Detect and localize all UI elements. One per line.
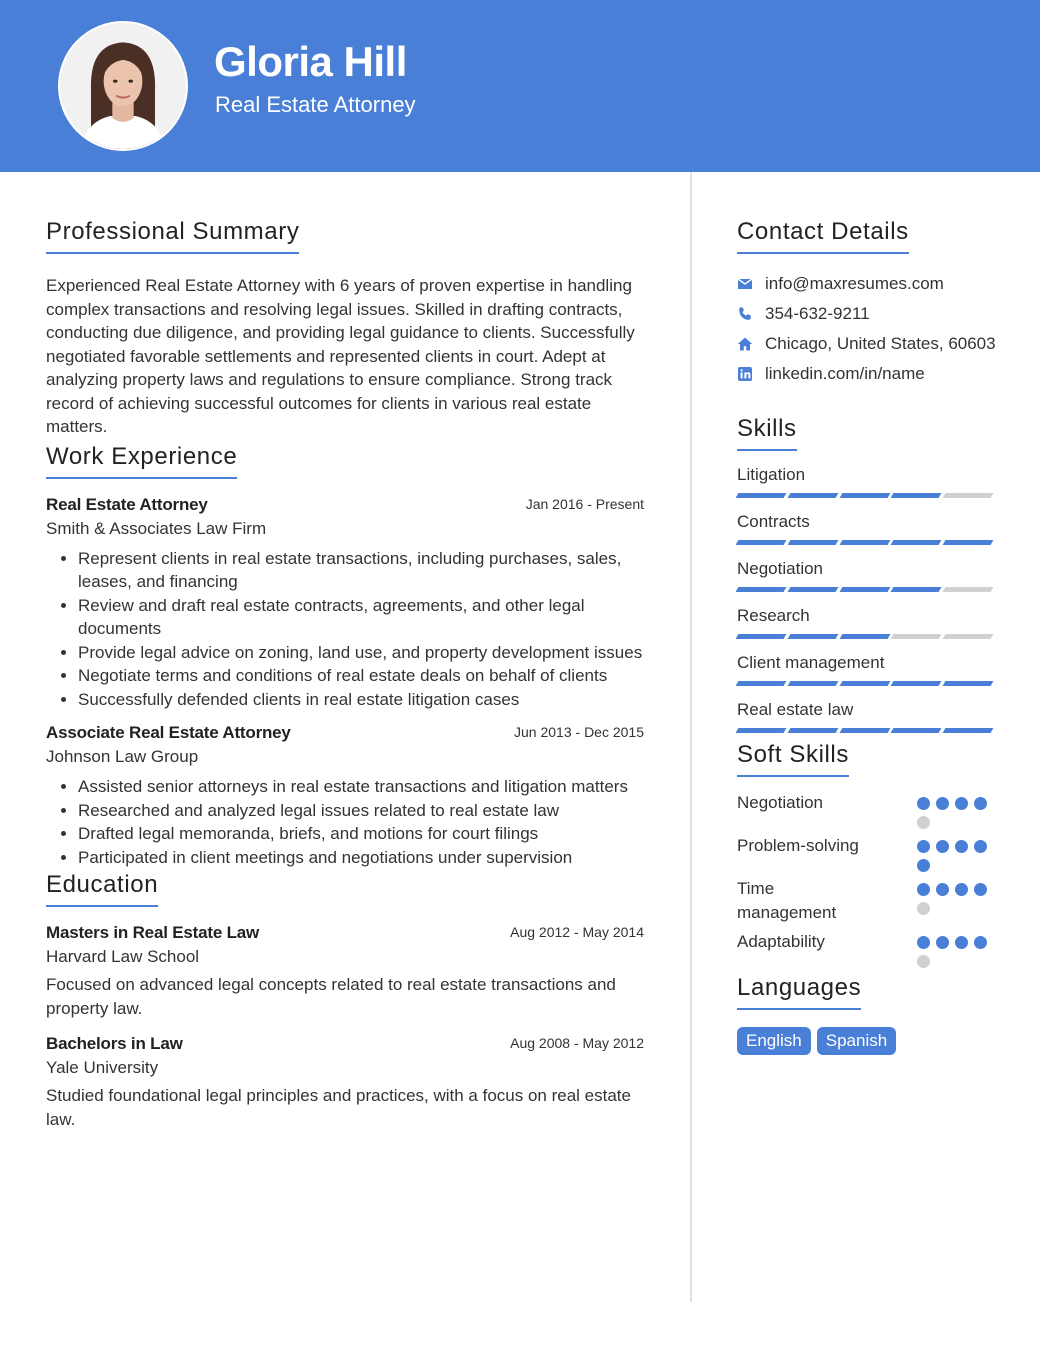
degree-title: Masters in Real Estate Law (46, 923, 260, 942)
soft-skill-dot (974, 936, 987, 949)
degree-title: Bachelors in Law (46, 1034, 183, 1053)
contact-phone[interactable] (737, 302, 997, 325)
phone-text: 354-632-9211 (765, 304, 870, 323)
soft-skill-dot (917, 902, 930, 915)
skill-level-segment (891, 634, 942, 639)
skill-level-segment (736, 493, 787, 498)
skill-level-segment (891, 493, 942, 498)
education-description: Studied foundational legal principles and practices, with a focus on real estate law. (46, 1086, 631, 1129)
candidate-role: Real Estate Attorney (215, 92, 416, 117)
language-badge: Spanish (817, 1027, 896, 1055)
skill-level-bar (737, 493, 992, 498)
soft-skills-heading: Soft Skills (737, 741, 849, 777)
job-bullet: • Assisted senior attorneys in real estate transactions and litigation matters (78, 775, 646, 799)
job-bullet: • Participated in client meetings and negotiations under supervision (78, 846, 646, 870)
job-date: Jun 2013 - Dec 2015 (514, 724, 644, 740)
job-entry (46, 723, 646, 869)
contact-heading: Contact Details (737, 218, 909, 254)
contact-email[interactable] (737, 272, 997, 295)
skills-heading: Skills (737, 415, 797, 451)
phone-icon (737, 302, 765, 325)
skill-level-segment (787, 587, 838, 592)
skill-level-segment (943, 728, 994, 733)
soft-skill-dot (955, 840, 968, 853)
skill-level-segment (943, 540, 994, 545)
skill-level-segment (787, 634, 838, 639)
skill-name: Negotiation (737, 559, 824, 578)
skill-level-segment (943, 681, 994, 686)
soft-skill-name: Adaptability (737, 932, 825, 951)
soft-skill-dot (917, 840, 930, 853)
education-date: Aug 2012 - May 2014 (510, 924, 644, 940)
job-title: Associate Real Estate Attorney (46, 723, 291, 742)
location-text: Chicago, United States, 60603 (765, 334, 996, 353)
soft-skill-dot (974, 883, 987, 896)
skill-level-bar (737, 634, 992, 639)
envelope-icon (737, 272, 765, 295)
soft-skill-dot (936, 936, 949, 949)
skill-level-segment (943, 634, 994, 639)
skill-name: Contracts (737, 512, 810, 531)
home-icon (737, 332, 765, 355)
skill-level-segment (787, 540, 838, 545)
skill-level-segment (787, 493, 838, 498)
experience-heading: Work Experience (46, 443, 237, 479)
soft-skill-dot (917, 859, 930, 872)
skill-level-segment (736, 728, 787, 733)
skill-name: Real estate law (737, 700, 854, 719)
soft-skill-level-dots (917, 877, 997, 915)
soft-skills-list (737, 791, 997, 968)
job-bullet: • Represent clients in real estate transactions, including purchases, sales, leases, and financing (78, 547, 646, 594)
skill-level-segment (787, 728, 838, 733)
summary-text: Experienced Real Estate Attorney with 6 years of proven expertise in handling complex transactions and resolving legal issues. Skilled in drafting contracts, conducting due diligence, and providing legal guidance to clients. Successfully negotiated favorable settlements and represented clients in court. Adept at analyzing property laws and regulations to ensure compliance. Strong track record of achieving successful outcomes for clients in various real estate matters. (46, 276, 635, 436)
job-bullets (46, 775, 646, 869)
main-column (46, 218, 646, 1131)
skill-level-segment (891, 540, 942, 545)
job-entry (46, 495, 646, 712)
soft-skill-dot (917, 883, 930, 896)
skill-level-segment (736, 587, 787, 592)
job-bullet: • Provide legal advice on zoning, land use, and property development issues (78, 641, 646, 665)
job-bullet: • Drafted legal memoranda, briefs, and motions for court filings (78, 822, 646, 846)
skill-item (737, 700, 997, 733)
soft-skill-dot (974, 797, 987, 810)
soft-skill-item (737, 834, 997, 872)
skill-level-segment (736, 681, 787, 686)
job-title: Real Estate Attorney (46, 494, 208, 514)
soft-skill-dot (917, 816, 930, 829)
candidate-name: Gloria Hill (214, 38, 407, 85)
soft-skill-dot (936, 797, 949, 810)
skill-level-segment (736, 540, 787, 545)
soft-skill-item (737, 930, 997, 968)
school-name: Yale University (46, 1058, 159, 1077)
soft-skill-dot (936, 883, 949, 896)
job-bullet: • Negotiate terms and conditions of real estate deals on behalf of clients (78, 664, 646, 688)
skill-level-segment (736, 634, 787, 639)
skill-level-bar (737, 728, 992, 733)
skill-level-segment (839, 681, 890, 686)
skill-level-bar (737, 681, 992, 686)
skill-item (737, 559, 997, 592)
soft-skill-dot (955, 936, 968, 949)
soft-skill-dot (917, 797, 930, 810)
sidebar-column (737, 218, 997, 1055)
soft-skill-name: Negotiation (737, 793, 824, 812)
skill-level-segment (839, 493, 890, 498)
profile-photo (58, 21, 188, 151)
skill-level-bar (737, 540, 992, 545)
language-badge: English (737, 1027, 811, 1055)
soft-skill-dot (936, 840, 949, 853)
email-text: info@maxresumes.com (765, 274, 944, 293)
skill-item (737, 653, 997, 686)
soft-skill-level-dots (917, 834, 997, 872)
education-entry (46, 1034, 646, 1131)
skill-level-segment (943, 587, 994, 592)
contact-location (737, 332, 997, 355)
linkedin-icon (737, 362, 765, 385)
linkedin-text: linkedin.com/in/name (765, 364, 925, 383)
soft-skill-level-dots (917, 930, 997, 968)
job-bullet: • Researched and analyzed legal issues related to real estate law (78, 799, 646, 823)
soft-skill-item (737, 877, 997, 925)
skill-level-segment (839, 587, 890, 592)
skills-list (737, 465, 997, 733)
soft-skill-dot (955, 883, 968, 896)
education-entry (46, 923, 646, 1020)
summary-heading: Professional Summary (46, 218, 299, 254)
job-bullets (46, 547, 646, 712)
skill-level-segment (839, 728, 890, 733)
soft-skill-item (737, 791, 997, 829)
job-bullet: • Review and draft real estate contracts, agreements, and other legal documents (78, 594, 646, 641)
skill-level-segment (891, 587, 942, 592)
soft-skill-dot (917, 955, 930, 968)
soft-skill-dot (917, 936, 930, 949)
skill-item (737, 606, 997, 639)
skill-name: Client management (737, 653, 885, 672)
soft-skill-dot (974, 840, 987, 853)
skill-level-segment (787, 681, 838, 686)
school-name: Harvard Law School (46, 947, 200, 966)
skill-level-segment (839, 540, 890, 545)
skill-level-segment (891, 728, 942, 733)
education-description: Focused on advanced legal concepts related to real estate transactions and property law. (46, 975, 616, 1018)
column-divider (690, 172, 692, 1302)
education-date: Aug 2008 - May 2012 (510, 1035, 644, 1051)
skill-level-segment (943, 493, 994, 498)
soft-skill-dot (955, 797, 968, 810)
job-date: Jan 2016 - Present (525, 495, 644, 512)
profile-photo-illustration (60, 23, 186, 149)
skill-item (737, 465, 997, 498)
soft-skill-level-dots (917, 791, 997, 829)
soft-skill-name: Time management (737, 879, 837, 922)
skill-level-segment (891, 681, 942, 686)
skill-name: Research (737, 606, 810, 625)
resume-header (0, 0, 1040, 172)
soft-skill-name: Problem-solving (737, 836, 859, 855)
job-company: Smith & Associates Law Firm (46, 518, 267, 538)
languages-list (737, 1027, 997, 1055)
skill-item (737, 512, 997, 545)
education-heading: Education (46, 871, 158, 907)
languages-heading: Languages (737, 974, 861, 1010)
job-company: Johnson Law Group (46, 747, 199, 766)
skill-level-bar (737, 587, 992, 592)
skill-name: Litigation (737, 465, 806, 484)
skill-level-segment (839, 634, 890, 639)
contact-linkedin[interactable] (737, 362, 997, 385)
job-bullet: • Successfully defended clients in real estate litigation cases (78, 688, 646, 712)
